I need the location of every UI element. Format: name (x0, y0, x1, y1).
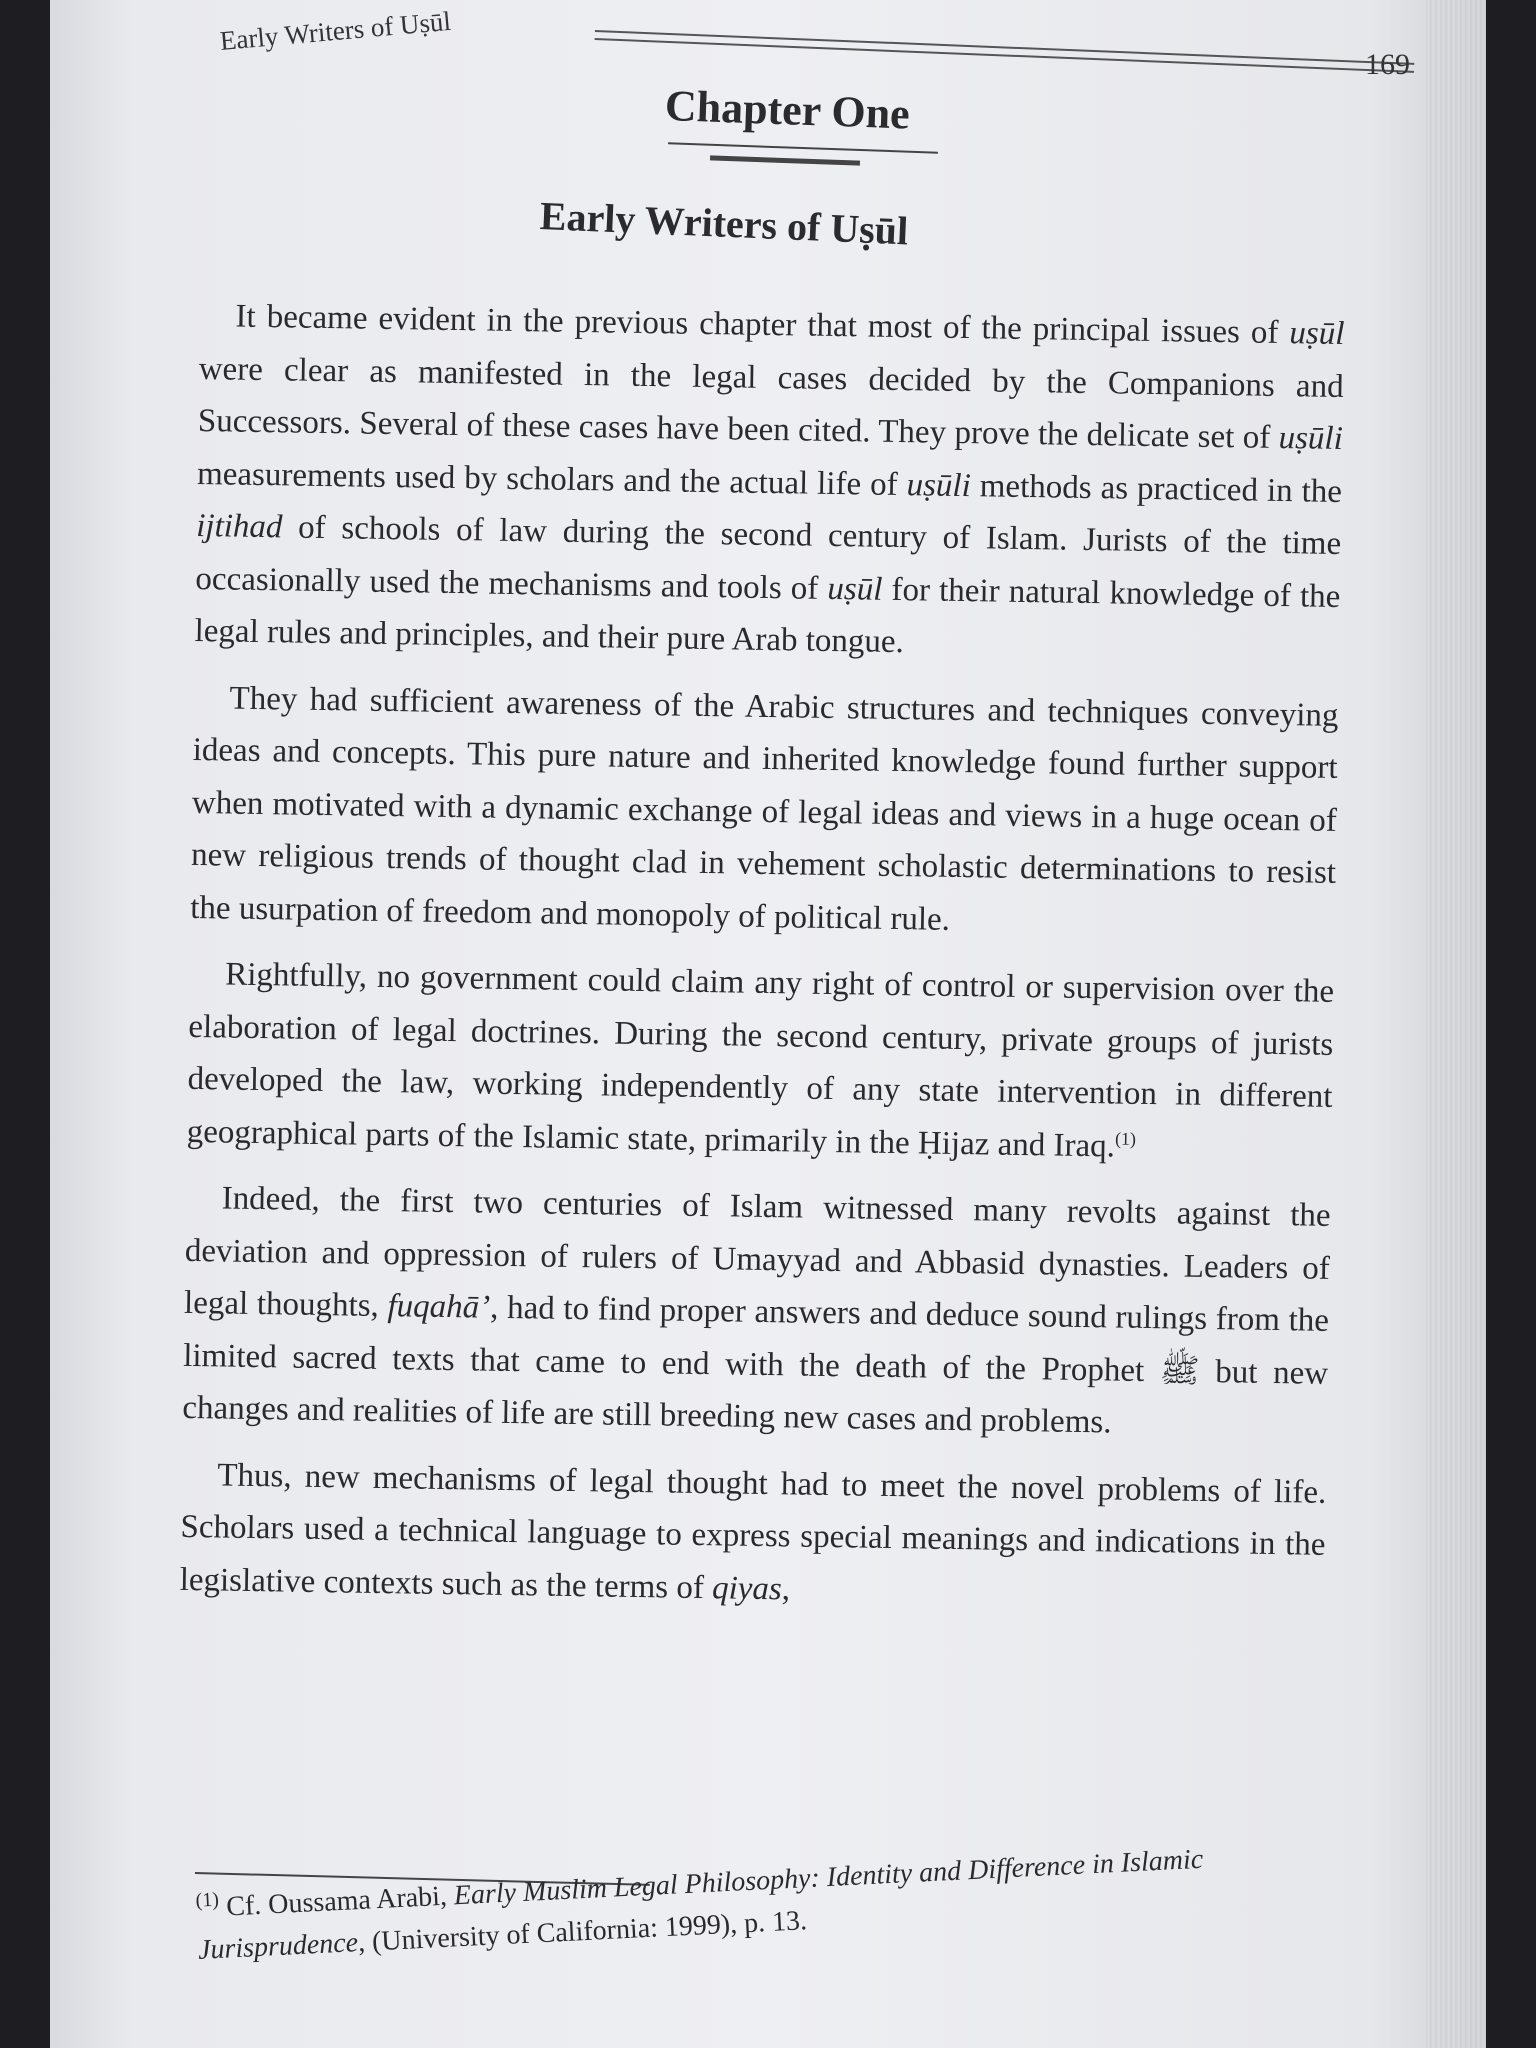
paragraph-4: Indeed, the first two centuries of Islam witnessed many revolts against the deviation and oppression of rulers of Umayyad and Abbasid dynasties. Leaders of legal thoughts, fuqahā’, had to find proper answers and deduce sound rulings from the limited sacred texts that came to end with the death of the Prophet ﷺ but new changes and realities of life are still breeding new cases and problems. (182, 1180, 1331, 1441)
chapter-label: Chapter One (664, 81, 911, 139)
running-header (210, 5, 1410, 81)
paragraph-2: They had sufficient awareness of the Arabic structures and techniques conveying ideas and concepts. This pure nature and inherited knowledge found further support when motivated with a dynamic exchange of legal ideas and views in a huge ocean of new religious trends of thought clad in vehement scholastic determinations to resist the usurpation of freedom and monopoly of political rule. (190, 680, 1339, 938)
header-rule (595, 30, 1415, 73)
chapter-rule (668, 142, 938, 153)
paragraph-5: Thus, new mechanisms of legal thought had to meet the novel problems of life. Scholars used a technical language to express special meanings and indications in the legislative contexts such as the terms of qiyas, (179, 1456, 1327, 1607)
body-text (179, 290, 1345, 1638)
salawat-glyph: ﷺ (1159, 1352, 1200, 1390)
chapter-title: Early Writers of Uṣūl (539, 193, 910, 254)
footnote: $^{(1)}$ Cf. Oussama Arabi, Early Muslim Legal Philosophy: Identity and Difference in Islamic Jurisprudence, (University of California: 1999), p. 13. (195, 1843, 1204, 1966)
page-number: 169 (1365, 48, 1410, 81)
paragraph-1: It became evident in the previous chapter that most of the principal issues of uṣūl were clear as manifested in the legal cases decided by the Companions and Successors. Several of these cases have been cited. They prove the delicate set of uṣūli measurements used by scholars and the actual life of uṣūli methods as practiced in the ijtihad of schools of law during the second century of Islam. Jurists of the time occasionally used the mechanisms and tools of uṣūl for their natural knowledge of the legal rules and principles, and their pure Arab tongue. (194, 298, 1345, 661)
page-edge-stack (1426, 0, 1486, 2048)
paragraph-3: Rightfully, no government could claim any right of control or supervision over the elaboration of legal doctrines. During the second century, private groups of jurists developed the law, working independently of any state intervention in different geographical parts of the Islamic state, primarily in the Ḥijaz and Iraq.$^{(1)}$ (186, 956, 1335, 1164)
footnote-reference[interactable]: (1) (1114, 1127, 1137, 1149)
book-page (50, 0, 1486, 2048)
footnote-number: (1) (195, 1888, 220, 1912)
chapter-rule-ornament (710, 155, 860, 165)
running-title: Early Writers of Uṣūl (218, 5, 452, 56)
